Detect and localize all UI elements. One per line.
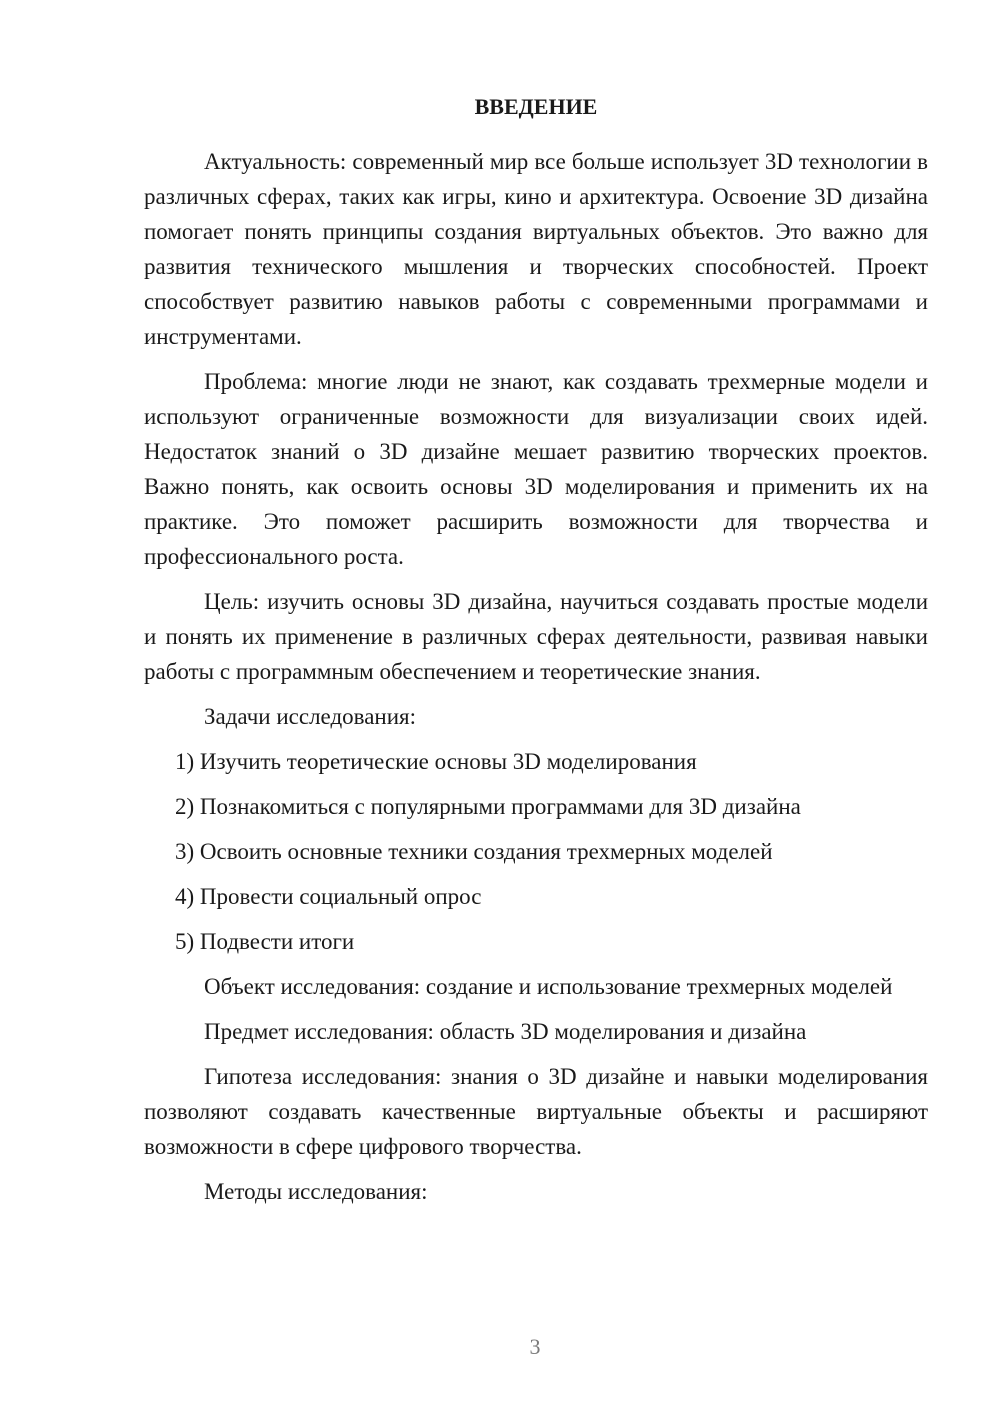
task-item: 1) Изучить теоретические основы 3D моделирования — [175, 749, 697, 774]
task-item: 3) Освоить основные техники создания трехмерных моделей — [175, 839, 773, 864]
subject-paragraph: Предмет исследования: область 3D моделирования и дизайна — [204, 1019, 807, 1044]
section-title: ВВЕДЕНИЕ — [474, 94, 598, 119]
methods-label: Методы исследования: — [204, 1179, 428, 1204]
page-number: 3 — [529, 1334, 541, 1359]
tasks-label: Задачи исследования: — [204, 704, 417, 729]
document-page — [144, 92, 928, 1219]
object-paragraph: Объект исследования: создание и использование трехмерных моделей — [204, 974, 893, 999]
relevance-paragraph: Актуальность: современный мир все больше использует 3D технологии в различных сферах, таких как игры, кино и архитектура. Освоение 3D дизайна помогает понять принципы создания виртуальных объектов. Это важно для развития технического мышления и творческих способностей. Проект способствует развитию навыков работы с современными программами и инструментами. — [144, 149, 928, 349]
goal-paragraph: Цель: изучить основы 3D дизайна, научиться создавать простые модели и понять их применение в различных сферах деятельности, развивая навыки работы с программным обеспечением и теоретические знания. — [144, 589, 928, 684]
task-item: 4) Провести социальный опрос — [175, 884, 482, 909]
hypothesis-paragraph: Гипотеза исследования: знания о 3D дизайне и навыки моделирования позволяют создавать качественные виртуальные объекты и расширяют возможности в сфере цифрового творчества. — [144, 1064, 928, 1159]
problem-paragraph: Проблема: многие люди не знают, как создавать трехмерные модели и используют ограниченные возможности для визуализации своих идей. Недостаток знаний о 3D дизайне мешает развитию творческих проектов. Важно понять, как освоить основы 3D моделирования и применить их на практике. Это поможет расширить возможности для творчества и профессионального роста. — [144, 369, 928, 569]
task-item: 2) Познакомиться с популярными программами для 3D дизайна — [175, 794, 801, 819]
task-item: 5) Подвести итоги — [175, 929, 355, 954]
